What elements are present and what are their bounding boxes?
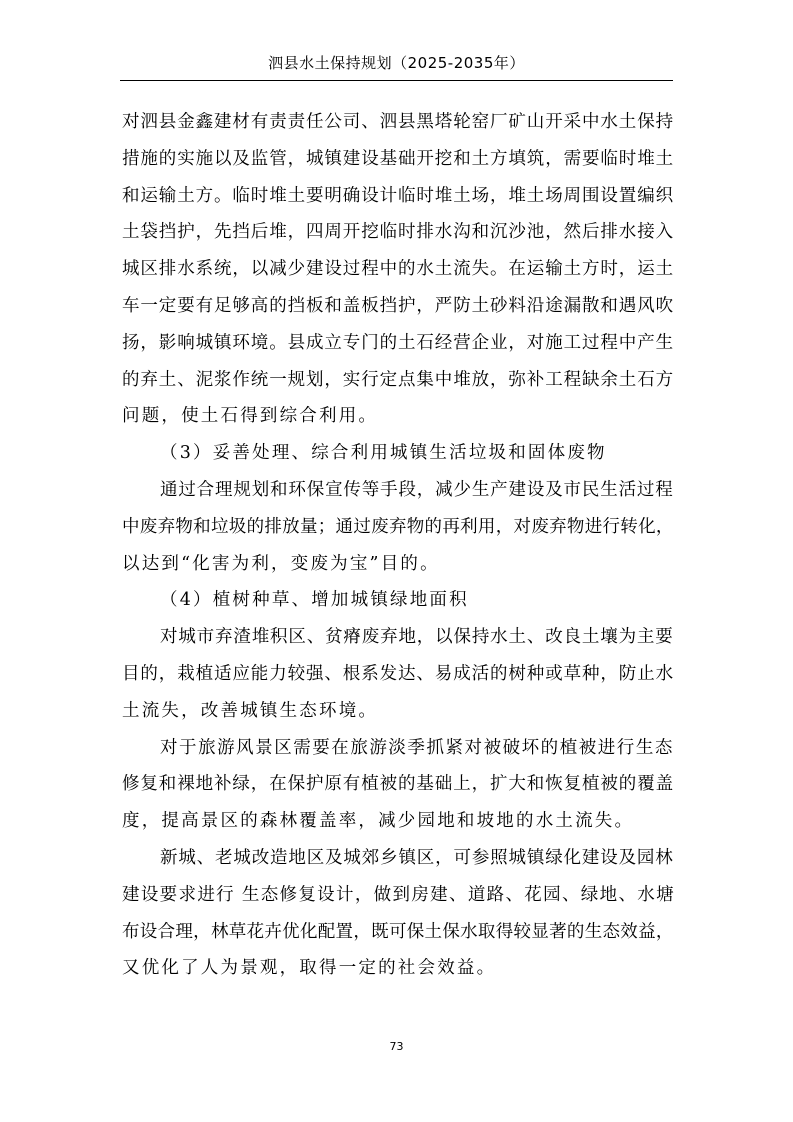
text-line: （3）妥善处理、综合利用城镇生活垃圾和固体废物 [160, 443, 607, 464]
header-divider [120, 80, 673, 81]
text-line: 度，提高景区的森林覆盖率，减少园地和坡地的水土流失。 [122, 811, 635, 832]
text-line: 目的，栽植适应能力较强、根系发达、易成活的树种或草种，防止水 [122, 663, 674, 684]
text-line: 对于旅游风景区需要在旅游淡季抓紧对被破坏的植被进行生态 [160, 737, 674, 758]
page-number: 73 [389, 1040, 404, 1053]
text-line: 城区排水系统，以减少建设过程中的水土流失。在运输土方时，运土 [122, 259, 674, 280]
text-line: 车一定要有足够高的挡板和盖板挡护，严防土砂料沿途漏散和遇风吹 [122, 295, 674, 316]
text-line: 中废弃物和垃圾的排放量；通过废弃物的再利用，对废弃物进行转化， [122, 516, 674, 537]
text-line: 修复和裸地补绿，在保护原有植被的基础上，扩大和恢复植被的覆盖 [122, 774, 674, 795]
text-line: 的弃土、泥浆作统一规划，实行定点集中堆放，弥补工程缺余土石方 [122, 369, 674, 390]
text-line: 建设要求进行 生态修复设计，做到房建、道路、花园、绿地、水塘 [122, 884, 675, 905]
text-line: 对城市弃渣堆积区、贫瘠废弃地，以保持水土、改良土壤为主要 [160, 627, 674, 648]
text-line: 布设合理，林草花卉优化配置，既可保土保水取得较显著的生态效益， [122, 921, 674, 942]
text-line: 扬，影响城镇环境。县成立专门的土石经营企业，对施工过程中产生 [122, 332, 674, 353]
text-line: 对泗县金鑫建材有责责任公司、泗县黑塔轮窑厂矿山开采中水土保持 [122, 112, 674, 132]
text-line: 通过合理规划和环保宣传等手段，减少生产建设及市民生活过程 [160, 479, 674, 500]
document-body [122, 104, 674, 987]
text-line: 问题，使土石得到综合利用。 [122, 406, 379, 427]
text-line: 又优化了人为景观，取得一定的社会效益。 [122, 958, 497, 979]
text-line: 以达到“化害为利，变废为宝”目的。 [122, 553, 440, 574]
text-line: （4）植树种草、增加城镇绿地面积 [160, 590, 469, 611]
text-line: 和运输土方。临时堆土要明确设计临时堆土场，堆土场周围设置编织 [122, 185, 674, 206]
text-line: 土袋挡护，先挡后堆，四周开挖临时排水沟和沉沙池，然后排水接入 [122, 222, 674, 243]
page-header-title: 泗县水土保持规划（2025-2035年） [268, 54, 525, 72]
text-line: 措施的实施以及监管，城镇建设基础开挖和土方填筑，需要临时堆土 [122, 148, 674, 169]
text-line: 土流失，改善城镇生态环境。 [122, 700, 379, 721]
text-line: 新城、老城改造地区及城郊乡镇区，可参照城镇绿化建设及园林 [160, 847, 674, 868]
